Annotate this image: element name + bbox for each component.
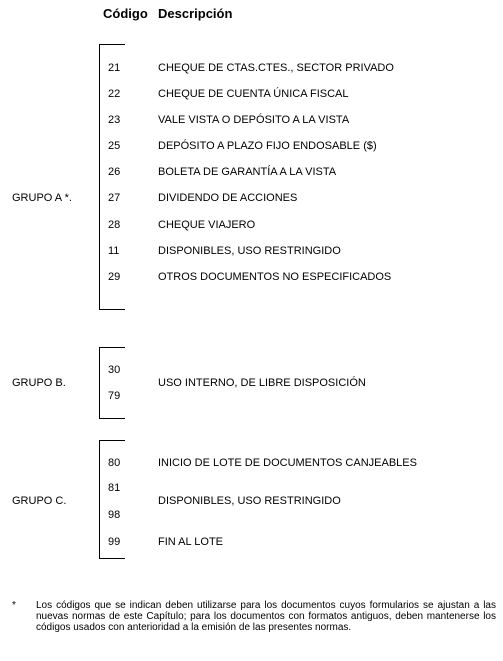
- description-cell: OTROS DOCUMENTOS NO ESPECIFICADOS: [158, 271, 392, 283]
- description-cell: DISPONIBLES, USO RESTRINGIDO: [158, 245, 341, 257]
- group-b-label: GRUPO B.: [12, 377, 66, 389]
- group-a-bottom-tick: [99, 309, 125, 310]
- group-b-bottom-tick: [99, 418, 125, 419]
- code-cell: 27: [108, 192, 121, 204]
- description-cell: CHEQUE DE CTAS.CTES., SECTOR PRIVADO: [158, 62, 394, 74]
- description-cell: DISPONIBLES, USO RESTRINGIDO: [158, 495, 341, 507]
- code-cell: 99: [108, 536, 121, 548]
- description-cell: VALE VISTA O DEPÓSITO A LA VISTA: [158, 114, 350, 126]
- description-cell: USO INTERNO, DE LIBRE DISPOSICIÓN: [158, 377, 366, 389]
- description-cell: CHEQUE DE CUENTA ÚNICA FISCAL: [158, 88, 349, 100]
- code-cell: 30: [108, 364, 121, 376]
- code-cell: 98: [108, 509, 121, 521]
- description-cell: BOLETA DE GARANTÍA A LA VISTA: [158, 166, 337, 178]
- description-cell: FIN AL LOTE: [158, 536, 224, 548]
- header-codigo: Código: [103, 6, 148, 21]
- group-c-top-tick: [99, 440, 125, 441]
- group-b-top-tick: [99, 347, 125, 348]
- description-cell: CHEQUE VIAJERO: [158, 219, 256, 231]
- code-cell: 29: [108, 271, 121, 283]
- code-cell: 22: [108, 88, 121, 100]
- footnote-marker: *: [12, 600, 16, 611]
- group-b-bracket: [99, 347, 100, 419]
- group-c-bracket: [99, 440, 100, 559]
- code-cell: 81: [108, 482, 121, 494]
- description-cell: INICIO DE LOTE DE DOCUMENTOS CANJEABLES: [158, 457, 417, 469]
- description-cell: DIVIDENDO DE ACCIONES: [158, 192, 298, 204]
- code-cell: 28: [108, 219, 121, 231]
- code-cell: 26: [108, 166, 121, 178]
- group-c-bottom-tick: [99, 558, 125, 559]
- group-a-label: GRUPO A *.: [12, 192, 72, 204]
- code-cell: 21: [108, 62, 121, 74]
- header-descripcion: Descripción: [158, 6, 233, 21]
- description-cell: DEPÓSITO A PLAZO FIJO ENDOSABLE ($): [158, 140, 377, 152]
- footnote-text: Los códigos que se indican deben utilizarse para los documentos cuyos formularios se ajustan a las nuevas normas de este Capítulo; para los documentos con formatos antiguos, deben mantenerse los códigos usados con anterioridad a la emisión de las presentes normas.: [36, 600, 496, 633]
- group-a-top-tick: [99, 44, 125, 45]
- code-cell: 25: [108, 140, 121, 152]
- code-cell: 11: [108, 245, 120, 257]
- group-a-bracket: [99, 44, 100, 310]
- group-c-label: GRUPO C.: [12, 495, 67, 507]
- code-cell: 23: [108, 114, 121, 126]
- code-cell: 79: [108, 390, 121, 402]
- code-cell: 80: [108, 457, 121, 469]
